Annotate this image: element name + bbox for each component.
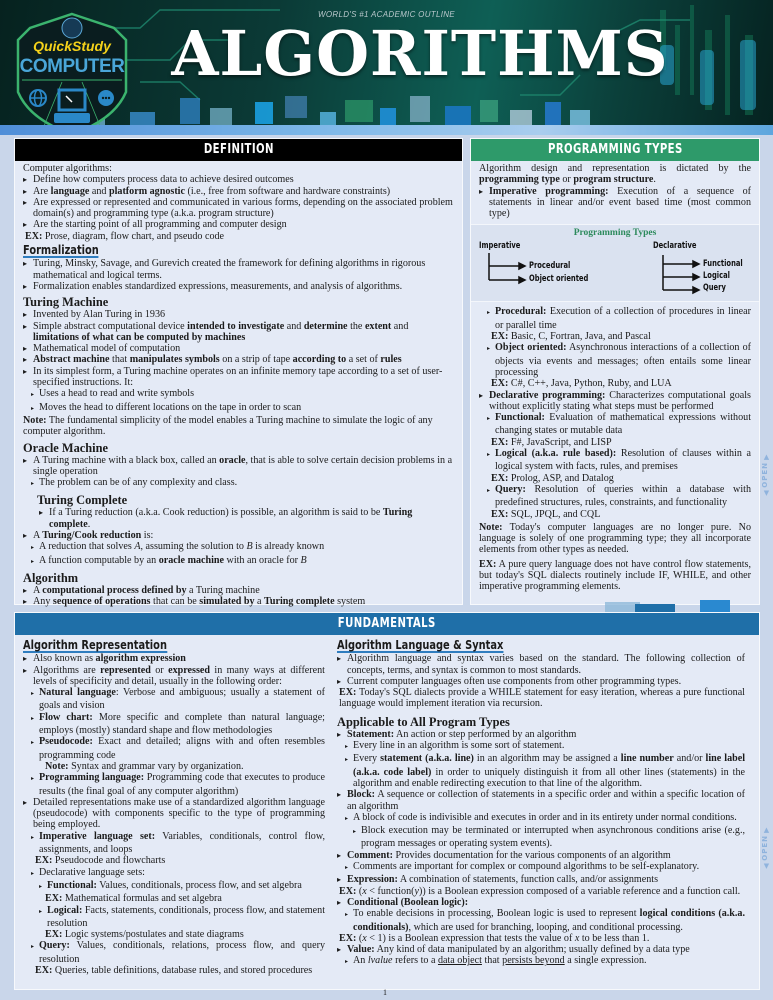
list-item: ▸ In its simplest form, a Turing machine operates on an infinite memory tape according to a set of user-specified instructions. It: (23, 366, 454, 389)
list-item: ▸ Any sequence of operations that can be simulated by a Turing complete system (23, 596, 454, 607)
diagram-functional: Functional (703, 259, 743, 270)
list-item: ▸ Detailed representations make use of a standardized algorithm language (pseudocode) with components specific to the type of programming being employed. (23, 797, 325, 831)
example: EX: C#, C++, Java, Python, Ruby, and LUA (491, 378, 672, 390)
list-item: ▸ Mathematical model of computation (23, 343, 454, 354)
list-item: ▸ Block: A sequence or collection of statements in a specific order and within a specific location of an algorithm (337, 789, 745, 812)
list-subitem: ▸ Pseudocode: Exact and detailed; aligns with and often resembles programming code (23, 736, 325, 761)
diagram-query: Query (703, 283, 726, 294)
open-tab-bottom[interactable] (760, 825, 773, 871)
formalization-heading: Formalization (23, 243, 99, 258)
list-subitem: ▸ Programming language: Programming code that executes to produce results (the final goal of any computer algorithm) (23, 772, 325, 797)
language-column (331, 635, 753, 976)
list-subitem: ▸ Procedural: Execution of a collection of procedures in linear or parallel time (479, 306, 751, 331)
triangle-icon: ▼ (763, 488, 770, 497)
list-item: ▸ Are expressed or represented and communicated in various forms, depending on the associated problem domain(s) and programming type (a.k.a. program structure) (23, 197, 454, 220)
turing-complete-heading: Turing Complete (37, 493, 128, 508)
chat-bubble-icon (98, 90, 114, 106)
badge-subject: COMPUTER (19, 56, 125, 77)
badge-brand: QuickStudy (33, 38, 111, 54)
example: EX: Queries, table definitions, database rules, and stored procedures (35, 965, 313, 977)
turing-machine-heading: Turing Machine (23, 295, 109, 310)
open-tab-label: OPEN (761, 462, 769, 488)
list-item: ▸ Invented by Alan Turing in 1936 (23, 309, 454, 320)
tagline: WORLD'S #1 ACADEMIC OUTLINE (318, 10, 455, 19)
note: Note: The fundamental simplicity of the model enables a Turing machine to simulate the logic of any computer algorithm. (23, 414, 433, 438)
definition-intro: Computer algorithms: (23, 163, 112, 174)
list-subitem: ▸ Query: Values, conditionals, relations, process flow, and query resolution (23, 940, 325, 965)
list-subitem: ▸ An lvalue refers to a data object that persists beyond a single expression. (337, 955, 745, 968)
fundamentals-header: FUNDAMENTALS (15, 613, 759, 635)
list-item: ▸ Also known as algorithm expression (23, 653, 325, 664)
language-heading: Algorithm Language & Syntax (337, 638, 504, 652)
diagram-procedural: Procedural (529, 261, 571, 272)
list-subitem: ▸ Every statement (a.k.a. line) in an algorithm may be assigned a line number and/or line label (a.k.a. code label) in order to uniquely distinguish it from all other lines (statements) in the algorithm and enable redirecting execution to that line of the algorithm. (337, 753, 745, 789)
list-subitem: ▸ To enable decisions in processing, Boolean logic is used to represent logical conditions (a.k.a. conditionals), which are used for branching, looping, and conditional processing. (337, 908, 745, 933)
example: EX: SQL, JPQL, and CQL (491, 508, 601, 520)
definition-header: DEFINITION (15, 139, 462, 161)
diagram-logical: Logical (703, 271, 730, 282)
page-title: ALGORITHMS (171, 17, 669, 90)
list-item: ▸ Comment: Provides documentation for the various components of an algorithm (337, 850, 745, 861)
list-item: ▸ Formalization enables standardized expressions, measurements, and analysis of algorithms. (23, 281, 454, 292)
quickstudy-badge (14, 10, 130, 135)
list-subitem: ▸ Object oriented: Asynchronous interactions of a collection of objects via events and messages; often entails some linear processing (479, 342, 751, 378)
list-subitem: ▸ Moves the head to different locations on the tape in order to scan (23, 402, 454, 415)
intro: Algorithm design and representation is dictated by the programming type or program structure. (479, 163, 751, 186)
example: EX: Basic, C, Fortran, Java, and Pascal (491, 331, 651, 343)
algorithm-heading: Algorithm (23, 570, 79, 585)
open-tab-label: OPEN (761, 835, 769, 861)
list-subitem: ▸ Logical: Facts, statements, conditionals, process flow, and statement resolution (23, 905, 325, 930)
list-item: ▸ Are language and platform agnostic (i.e., free from software and hardware constraints) (23, 186, 454, 197)
example: EX: Logic systems/postulates and state diagrams (45, 929, 244, 941)
triangle-icon: ▼ (763, 861, 770, 870)
programming-types-diagram (471, 224, 759, 302)
list-item: ▸ Define how computers process data to achieve desired outcomes (23, 174, 454, 185)
example: EX: Prose, diagram, flow chart, and pseudo code (25, 230, 225, 242)
example: EX: (x < 1) is a Boolean expression that tests the value of x to be less than 1. (339, 932, 650, 944)
list-subitem: ▸ Natural language: Verbose and ambiguous; usually a statement of goals and vision (23, 687, 325, 712)
example: EX: Prolog, ASP, and Datalog (491, 472, 614, 484)
example: EX: Mathematical formulas and set algebra (45, 893, 222, 905)
list-item: ▸ Declarative programming: Characterizes computational goals without explicitly stating what steps must be performed (479, 390, 751, 413)
list-subitem: ▸ Functional: Values, conditionals, process flow, and set algebra (23, 880, 325, 893)
list-item: ▸ A Turing/Cook reduction is: (23, 530, 454, 541)
page-number: 1 (383, 988, 387, 997)
definition-panel (14, 138, 463, 608)
representation-column (15, 635, 331, 976)
programming-types-header: PROGRAMMING TYPES (471, 139, 759, 161)
list-subitem: ▸ A function computable by an oracle machine with an oracle for B (23, 555, 454, 568)
list-subitem: ▸ A block of code is indivisible and executes in order and in its entirety under normal conditions. (337, 812, 745, 825)
list-subitem: ▸ Declarative language sets: (23, 867, 325, 880)
page-header (0, 0, 773, 135)
example: EX: (x < function(y)) is a Boolean expression composed of a variable reference and a function call. (339, 885, 741, 897)
list-subitem: ▸ Block execution may be terminated or interrupted when asynchronous conditions arise (e.g., program messages or operating system events). (337, 825, 745, 850)
list-subitem: ▸ Flow chart: More specific and complete than natural language; employs (mostly) standard shape and flow methodologies (23, 712, 325, 737)
list-subitem: ▸ Imperative language set: Variables, conditionals, control flow, assignments, and loops (23, 831, 325, 856)
triangle-icon: ▲ (763, 453, 770, 461)
diagram-title: Programming Types (573, 228, 657, 239)
diagram-declarative: Declarative (653, 241, 697, 252)
example: EX: A pure query language does not have control flow statements, but today's SQL dialects routinely include IF, WHILE, and other imperative programming elements. (479, 558, 751, 593)
list-subitem: ▸ Logical (a.k.a. rule based): Resolution of clauses within a logical system with facts, rules, and premises (479, 448, 751, 473)
programming-types-panel (470, 138, 760, 605)
list-subitem: ▸ A reduction that solves A, assuming the solution to B is already known (23, 541, 454, 554)
list-item: ▸ If a Turing reduction (a.k.a. Cook reduction) is possible, an algorithm is said to be Turing complete. (39, 507, 454, 530)
list-item: ▸ Statement: An action or step performed by an algorithm (337, 729, 745, 740)
list-subitem: ▸ Functional: Evaluation of mathematical expressions without changing states or mutable data (479, 412, 751, 437)
list-item: ▸ Algorithm language and syntax varies based on the standard. The following collection of concepts, terms, and syntax is common to most standards. (337, 653, 745, 676)
list-item: ▸ Expression: A combination of statements, function calls, and/or assignments (337, 874, 745, 885)
example: EX: Pseudocode and flowcharts (35, 855, 166, 867)
note: Note: Today's computer languages are no longer pure. No language is solely of one programming type; they all incorporate elements from other types as needed. (479, 521, 751, 556)
representation-heading: Algorithm Representation (23, 638, 167, 652)
header-strip (0, 125, 773, 135)
list-item: ▸ Algorithms are represented or expressed in many ways at different levels of specificity and detail, usually in the following order: (23, 665, 325, 688)
list-item: ▸ A Turing machine with a black box, called an oracle, that is able to solve certain decision problems in a single operation (23, 455, 454, 478)
diagram-object-oriented: Object oriented (529, 274, 589, 285)
oracle-machine-heading: Oracle Machine (23, 440, 108, 455)
list-subitem: ▸ Comments are important for complex or compound algorithms to be self-explanatory. (337, 861, 745, 874)
open-tab-top[interactable] (760, 452, 773, 498)
list-item: ▸ Imperative programming: Execution of a sequence of statements in linear and/or event based time (most common type) (479, 186, 751, 220)
list-item: ▸ Simple abstract computational device intended to investigate and determine the extent and limitations of what can be computed by machines (23, 321, 454, 344)
list-item: ▸ Are the starting point of all programming and computer design (23, 219, 454, 230)
diagram-imperative: Imperative (479, 241, 521, 252)
list-item: ▸ Turing, Minsky, Savage, and Gurevich created the framework for defining algorithms in rigorous mathematical and logical terms. (23, 258, 454, 281)
triangle-icon: ▲ (763, 826, 770, 834)
list-subitem: ▸ Uses a head to read and write symbols (23, 388, 454, 401)
list-item: ▸ Value: Any kind of data manipulated by an algorithm; usually defined by a data type (337, 944, 745, 955)
list-item: ▸ Current computer languages often use components from other programming types. (337, 676, 745, 687)
fundamentals-panel (14, 612, 760, 990)
example: EX: Today's SQL dialects provide a WHILE statement for easy iteration, whereas a pure functional language would implement iteration via recursion. (339, 687, 745, 710)
note: Note: Syntax and grammar vary by organization. (45, 760, 244, 772)
list-subitem: ▸ The problem can be of any complexity and class. (23, 477, 454, 490)
list-item: ▸ Abstract machine that manipulates symbols on a strip of tape according to a set of rules (23, 354, 454, 365)
list-subitem: ▸ Every line in an algorithm is some sort of statement. (337, 740, 745, 753)
list-subitem: ▸ Query: Resolution of queries within a database with predefined structures, rules, constraints, and functionality (479, 484, 751, 509)
list-item: ▸ A computational process defined by a Turing machine (23, 585, 454, 596)
applicable-heading: Applicable to All Program Types (337, 714, 510, 729)
diagram-arrows-icon (471, 225, 761, 303)
example: EX: F#, JavaScript, and LISP (491, 436, 612, 448)
list-item: ▸ Conditional (Boolean logic): (337, 897, 745, 908)
